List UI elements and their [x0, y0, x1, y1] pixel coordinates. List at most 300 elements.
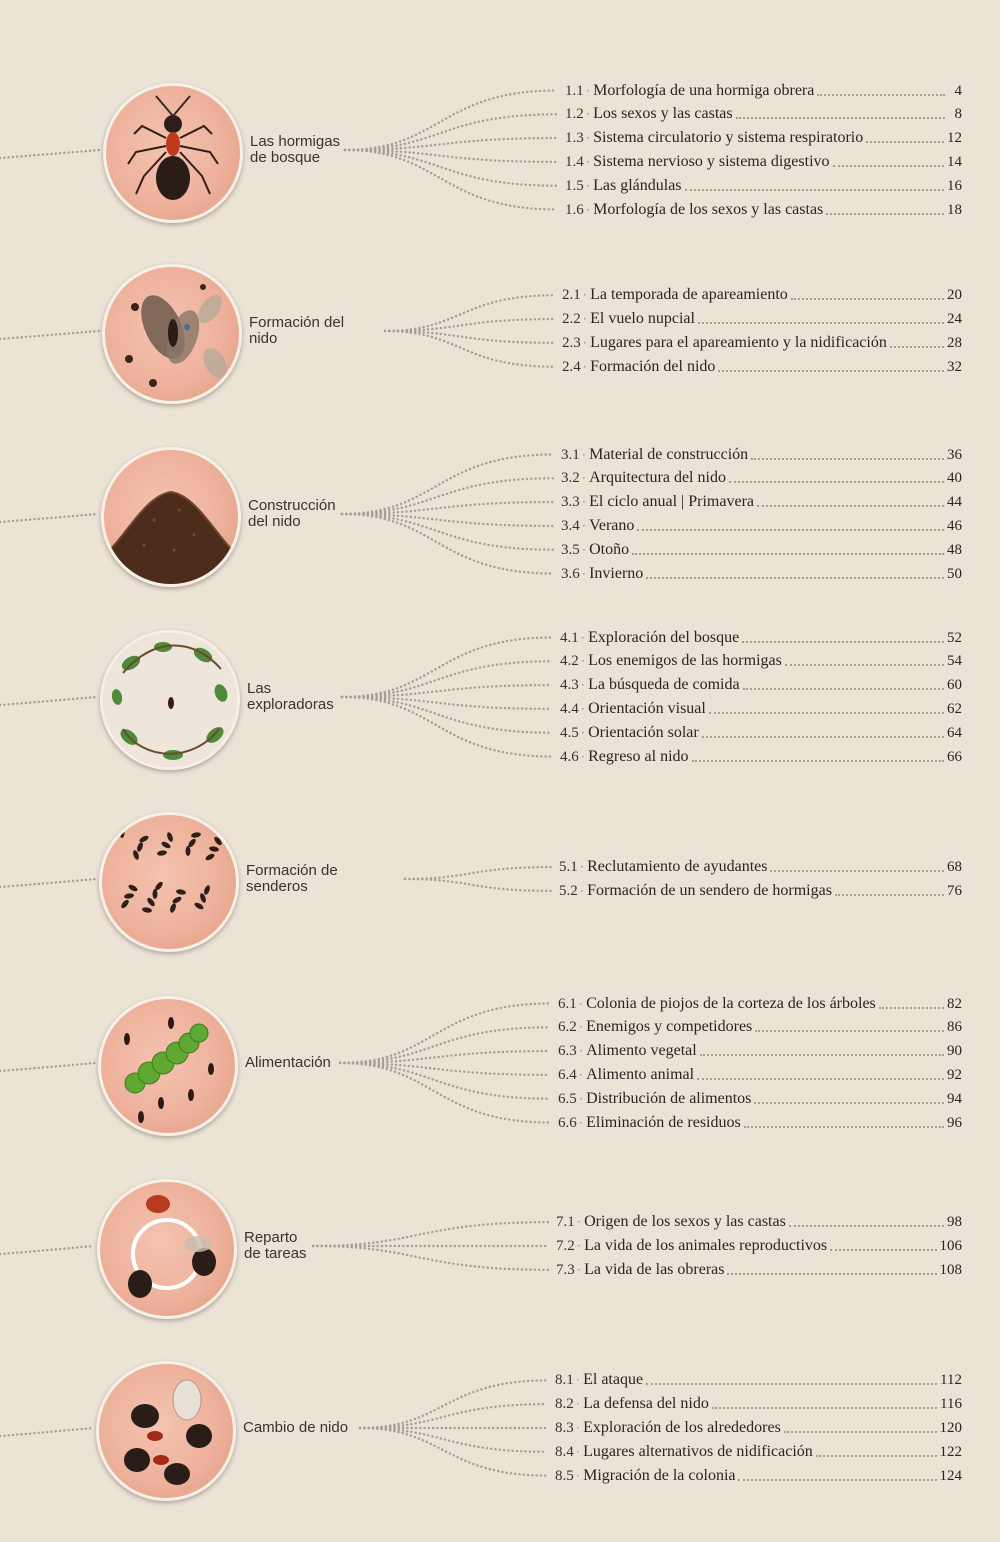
entry-number: 4.4: [560, 700, 579, 717]
separator-dot: ·: [580, 629, 586, 645]
section-title-line: Construcción: [248, 497, 336, 514]
entry-title: Invierno: [589, 564, 644, 582]
fan-connector: [340, 1063, 550, 1123]
separator-dot: ·: [585, 82, 591, 98]
toc-entry[interactable]: [560, 746, 962, 768]
entry-title: Exploración del bosque: [588, 628, 740, 646]
entry-number: 1.2: [565, 106, 584, 123]
dotted-leader: [826, 211, 944, 215]
dotted-leader: [879, 1005, 944, 1009]
fan-connector: [342, 697, 552, 733]
page-number: 12: [947, 130, 962, 147]
entry-title: Lugares alternativos de nidificación: [583, 1442, 813, 1460]
page-number: 40: [947, 470, 962, 487]
left-connector: [0, 1246, 94, 1254]
fan-connector: [340, 1027, 550, 1063]
page-number: 120: [939, 1420, 962, 1436]
worker-ant-icon-illustration: [106, 86, 240, 220]
page-number: 124: [939, 1467, 962, 1484]
page-number: 54: [947, 653, 962, 670]
toc-entry[interactable]: [555, 1441, 962, 1463]
dotted-leader: [698, 320, 944, 324]
entry-number: 1.6: [565, 201, 584, 218]
section-title: [244, 1230, 359, 1262]
section-title: [246, 863, 361, 895]
entry-number: 3.4: [561, 517, 580, 534]
dotted-leader: [835, 892, 944, 896]
separator-dot: ·: [580, 700, 586, 716]
entry-number: 3.1: [561, 446, 580, 463]
left-connector: [0, 879, 96, 887]
section-title-line: de bosque: [250, 149, 321, 166]
fan-connector: [342, 478, 553, 514]
separator-dot: ·: [578, 1114, 584, 1130]
entry-number: 3.2: [561, 470, 580, 487]
fan-connector: [342, 455, 553, 515]
toc-entry[interactable]: [565, 80, 962, 102]
toc-entry[interactable]: [555, 1417, 962, 1439]
section-title: [247, 681, 362, 713]
separator-dot: ·: [585, 177, 591, 193]
dotted-leader: [785, 662, 944, 666]
entry-number: 8.4: [555, 1443, 574, 1460]
entry-title: Colonia de piojos de la corteza de los árboles: [586, 994, 876, 1012]
dotted-leader: [757, 503, 944, 507]
entry-number: 2.3: [562, 334, 581, 351]
separator-dot: ·: [576, 1238, 582, 1253]
separator-dot: ·: [579, 859, 585, 875]
ants-carrying-icon-illustration: [99, 1364, 233, 1498]
toc-entry[interactable]: [556, 1259, 962, 1281]
fan-connector: [360, 1428, 547, 1452]
section-title-line: Formación de senderos: [246, 862, 338, 895]
entry-title: Arquitectura del nido: [589, 469, 726, 487]
toc-entry[interactable]: [562, 332, 962, 354]
entry-number: 7.3: [556, 1261, 575, 1278]
fan-connector: [345, 150, 557, 210]
dotted-leader: [736, 115, 945, 119]
dotted-leader: [784, 1429, 937, 1433]
toc-entry[interactable]: [555, 1393, 962, 1415]
toc-entry[interactable]: [560, 627, 962, 649]
separator-dot: ·: [575, 1372, 581, 1388]
separator-dot: ·: [585, 106, 591, 122]
toc-entry[interactable]: [558, 1040, 962, 1062]
dotted-leader: [833, 163, 944, 167]
fan-connector: [405, 867, 551, 879]
section-title: [243, 1420, 358, 1436]
page-number: 106: [939, 1238, 962, 1254]
dotted-leader: [830, 1247, 936, 1251]
section-title-line: Las: [247, 680, 272, 697]
entry-title: Las glándulas: [593, 176, 682, 194]
section-title: [250, 134, 365, 166]
fan-connector: [340, 1004, 550, 1064]
dotted-leader: [742, 639, 944, 643]
page-number: 32: [947, 358, 962, 375]
separator-dot: ·: [578, 1043, 584, 1059]
separator-dot: ·: [580, 724, 586, 740]
entry-title: Material de construcción: [589, 445, 749, 463]
section-title-line: Formación del nido: [249, 314, 345, 347]
entry-title: El ciclo anual | Primavera: [589, 493, 755, 511]
toc-entry[interactable]: [560, 722, 962, 744]
page-number: 116: [940, 1396, 962, 1413]
left-connector: [0, 331, 99, 339]
entry-number: 1.4: [565, 153, 584, 170]
ants-carrying-icon: [96, 1361, 236, 1501]
page-number: 44: [947, 494, 962, 511]
separator-dot: ·: [581, 565, 587, 581]
separator-dot: ·: [585, 201, 591, 217]
separator-dot: ·: [576, 1261, 582, 1277]
entry-title: Regreso al nido: [588, 747, 689, 765]
section-title-line: Cambio de nido: [243, 1419, 349, 1436]
fan-connector: [385, 331, 554, 367]
separator-dot: ·: [578, 1090, 584, 1106]
entry-number: 8.2: [555, 1396, 574, 1413]
page-number: 64: [947, 724, 962, 741]
toc-entry[interactable]: [561, 467, 962, 489]
separator-dot: ·: [582, 358, 588, 374]
entry-number: 1.1: [565, 82, 584, 99]
entry-number: 4.6: [560, 748, 579, 765]
dotted-leader: [700, 1052, 944, 1056]
dotted-leader: [685, 187, 944, 191]
leaves-ant-icon-illustration: [103, 633, 237, 767]
page-number: 98: [947, 1214, 962, 1231]
entry-number: 6.4: [558, 1066, 577, 1083]
anthill-icon: [101, 447, 241, 587]
separator-dot: ·: [578, 1066, 584, 1082]
dotted-leader: [727, 1271, 936, 1275]
page-number: 68: [947, 859, 962, 876]
worker-ant-icon: [103, 83, 243, 223]
dotted-leader: [744, 1124, 944, 1128]
page-number: 50: [947, 565, 962, 582]
toc-entry[interactable]: [561, 539, 962, 561]
fan-connector: [342, 697, 552, 709]
entry-number: 2.2: [562, 311, 581, 328]
separator-dot: ·: [581, 517, 587, 533]
left-connector: [0, 1428, 93, 1436]
toc-entry[interactable]: [555, 1465, 962, 1487]
fan-connector: [345, 150, 557, 162]
page-number: 46: [947, 517, 962, 534]
entry-title: La búsqueda de comida: [588, 676, 740, 694]
dotted-leader: [697, 1076, 944, 1080]
fan-connector: [345, 91, 557, 151]
page-number: 4: [954, 82, 962, 99]
left-connector: [0, 150, 100, 158]
fan-connector: [342, 661, 552, 697]
page-number: 86: [947, 1019, 962, 1036]
toc-entry[interactable]: [558, 1064, 962, 1086]
entry-title: Sistema circulatorio y sistema respiratorio: [593, 129, 864, 147]
toc-entry[interactable]: [561, 444, 962, 466]
separator-dot: ·: [581, 494, 587, 510]
toc-entry[interactable]: [560, 674, 962, 696]
section-title-line: del nido: [248, 513, 301, 530]
page-number: 92: [947, 1066, 962, 1083]
entry-title: La defensa del nido: [583, 1395, 709, 1413]
entry-number: 8.3: [555, 1420, 574, 1436]
castes-cycle-icon: [97, 1179, 237, 1319]
fan-connector: [360, 1404, 547, 1428]
fan-connector: [385, 295, 554, 331]
toc-entry[interactable]: [558, 993, 962, 1015]
page-number: 112: [940, 1372, 962, 1389]
dotted-leader: [712, 1405, 937, 1409]
entry-title: Morfología de una hormiga obrera: [593, 81, 815, 99]
entry-number: 5.2: [559, 882, 578, 899]
entry-title: Orientación solar: [588, 723, 699, 741]
entry-title: Formación de un sendero de hormigas: [587, 881, 832, 899]
entry-number: 6.3: [558, 1043, 577, 1060]
toc-entry[interactable]: [562, 284, 962, 306]
caterpillar-ants-icon: [98, 996, 238, 1136]
toc-entry[interactable]: [565, 127, 962, 149]
entry-title: Lugares para el apareamiento y la nidificación: [590, 333, 887, 351]
dotted-leader: [816, 1453, 937, 1457]
toc-entry[interactable]: [565, 151, 962, 173]
fan-connector: [342, 514, 553, 574]
section-title-line: Reparto: [244, 1229, 298, 1246]
separator-dot: ·: [575, 1443, 581, 1459]
entry-title: Formación del nido: [590, 357, 716, 375]
fan-connector: [340, 1063, 550, 1099]
toc-entry[interactable]: [561, 515, 962, 537]
toc-entry[interactable]: [558, 1016, 962, 1038]
dotted-leader: [890, 344, 944, 348]
entry-number: 2.1: [562, 287, 581, 304]
page-number: 60: [947, 677, 962, 694]
page-number: 62: [947, 700, 962, 717]
entry-title: El vuelo nupcial: [590, 310, 695, 328]
fan-connector: [342, 514, 553, 526]
anthill-icon-illustration: [104, 450, 238, 584]
fan-connector: [360, 1380, 547, 1428]
separator-dot: ·: [582, 334, 588, 350]
entry-title: Otoño: [589, 540, 630, 558]
toc-entry[interactable]: [562, 356, 962, 378]
section-title: [245, 1055, 360, 1071]
toc-entry[interactable]: [558, 1088, 962, 1110]
section-title-line: Alimentación: [245, 1054, 331, 1071]
page-number: 16: [947, 177, 962, 194]
separator-dot: ·: [582, 311, 588, 327]
toc-entry[interactable]: [565, 199, 962, 221]
entry-title: Orientación visual: [588, 699, 706, 717]
fan-connector: [340, 1063, 550, 1075]
dotted-leader: [637, 527, 944, 531]
fan-connector: [342, 502, 553, 514]
left-connector: [0, 1063, 95, 1071]
fan-connector: [342, 685, 552, 697]
entry-number: 3.6: [561, 565, 580, 582]
entry-number: 1.3: [565, 130, 584, 147]
toc-entry[interactable]: [559, 856, 962, 878]
separator-dot: ·: [575, 1420, 581, 1435]
fan-connector: [345, 114, 557, 150]
entry-title: Eliminación de residuos: [586, 1113, 741, 1131]
page-number: 48: [947, 541, 962, 558]
dotted-leader: [646, 1381, 937, 1385]
entry-number: 3.5: [561, 541, 580, 558]
separator-dot: ·: [581, 470, 587, 486]
page-number: 122: [939, 1443, 962, 1460]
separator-dot: ·: [581, 541, 587, 557]
page-number: 90: [947, 1043, 962, 1060]
page-number: 82: [947, 995, 962, 1012]
toc-entry[interactable]: [555, 1369, 962, 1391]
entry-title: Enemigos y competidores: [586, 1018, 753, 1036]
page-number: 76: [947, 882, 962, 899]
dotted-leader: [755, 1028, 944, 1032]
toc-entry[interactable]: [561, 491, 962, 513]
section-title-line: Las hormigas: [250, 133, 341, 150]
separator-dot: ·: [580, 677, 586, 693]
page-number: 52: [947, 629, 962, 646]
entry-number: 7.2: [556, 1238, 575, 1254]
toc-entry[interactable]: [565, 175, 962, 197]
dotted-leader: [692, 758, 944, 762]
entry-title: La vida de los animales reproductivos: [584, 1237, 828, 1254]
entry-number: 6.5: [558, 1090, 577, 1107]
entry-number: 5.1: [559, 859, 578, 876]
fan-connector: [360, 1428, 547, 1476]
page-number: 36: [947, 446, 962, 463]
page-number: 94: [947, 1090, 962, 1107]
toc-entry[interactable]: [560, 698, 962, 720]
toc-entry[interactable]: [562, 308, 962, 330]
entry-title: Los sexos y las castas: [593, 105, 733, 123]
toc-entry[interactable]: [565, 103, 962, 125]
winged-ants-icon: [102, 264, 242, 404]
separator-dot: ·: [585, 130, 591, 146]
entry-title: Alimento vegetal: [586, 1042, 697, 1060]
entry-title: Alimento animal: [586, 1065, 695, 1083]
separator-dot: ·: [581, 446, 587, 462]
toc-entry[interactable]: [561, 563, 962, 585]
dotted-leader: [709, 710, 944, 714]
entry-number: 4.2: [560, 653, 579, 670]
toc-entry[interactable]: [560, 650, 962, 672]
dotted-leader: [738, 1477, 936, 1481]
entry-number: 3.3: [561, 494, 580, 511]
entry-title: Reclutamiento de ayudantes: [587, 858, 768, 876]
separator-dot: ·: [578, 995, 584, 1011]
entry-title: Sistema nervioso y sistema digestivo: [593, 152, 830, 170]
left-connector: [0, 697, 97, 705]
fan-connector: [405, 879, 551, 891]
entry-number: 4.3: [560, 677, 579, 694]
toc-entry[interactable]: [556, 1211, 962, 1233]
section-title: [248, 498, 363, 530]
toc-entry[interactable]: [558, 1112, 962, 1134]
entry-title: Los enemigos de las hormigas: [588, 652, 782, 670]
entry-number: 4.5: [560, 724, 579, 741]
separator-dot: ·: [579, 882, 585, 898]
separator-dot: ·: [582, 287, 588, 303]
dotted-leader: [770, 868, 944, 872]
page-number: 18: [947, 201, 962, 218]
entry-number: 4.1: [560, 629, 579, 646]
entry-title: Origen de los sexos y las castas: [584, 1213, 786, 1231]
ant-trail-icon: [99, 812, 239, 952]
fan-connector: [340, 1051, 550, 1063]
entry-number: 1.5: [565, 177, 584, 194]
entry-number: 6.6: [558, 1114, 577, 1131]
entry-number: 6.1: [558, 995, 577, 1012]
dotted-leader: [751, 456, 944, 460]
section-title: [249, 315, 364, 347]
entry-number: 8.5: [555, 1467, 574, 1484]
entry-number: 2.4: [562, 358, 581, 375]
entry-title: La temporada de apareamiento: [590, 286, 788, 304]
fan-connector: [342, 514, 553, 550]
left-connector: [0, 514, 98, 522]
dotted-leader: [646, 575, 944, 579]
separator-dot: ·: [580, 653, 586, 669]
separator-dot: ·: [575, 1467, 581, 1483]
entry-title: El ataque: [583, 1371, 644, 1389]
page-number: 24: [947, 311, 962, 328]
dotted-leader: [866, 139, 944, 143]
page-number: 14: [947, 153, 962, 170]
separator-dot: ·: [578, 1019, 584, 1035]
dotted-leader: [754, 1100, 944, 1104]
page-number: 108: [939, 1261, 962, 1278]
toc-entry[interactable]: [559, 880, 962, 902]
entry-title: Morfología de los sexos y las castas: [593, 200, 824, 218]
dotted-leader: [789, 1223, 944, 1227]
fan-connector: [342, 638, 552, 698]
dotted-leader: [729, 479, 944, 483]
page-number: 96: [947, 1114, 962, 1131]
leaves-ant-icon: [100, 630, 240, 770]
separator-dot: ·: [575, 1396, 581, 1412]
entry-number: 7.1: [556, 1214, 575, 1231]
dotted-leader: [817, 92, 945, 96]
section-title-line: exploradoras: [247, 696, 334, 713]
dotted-leader: [743, 686, 944, 690]
page-number: 28: [947, 334, 962, 351]
dotted-leader: [718, 368, 944, 372]
separator-dot: ·: [585, 153, 591, 169]
winged-ants-icon-illustration: [105, 267, 239, 401]
castes-cycle-icon-illustration: [100, 1182, 234, 1316]
separator-dot: ·: [576, 1214, 582, 1230]
page-number: 66: [947, 748, 962, 765]
entry-title: La vida de las obreras: [584, 1260, 725, 1278]
page-number: 8: [954, 106, 962, 123]
entry-title: Verano: [589, 516, 635, 534]
fan-connector: [345, 138, 557, 150]
entry-number: 6.2: [558, 1019, 577, 1036]
toc-entry[interactable]: [556, 1235, 962, 1257]
page-number: 20: [947, 287, 962, 304]
caterpillar-ants-icon-illustration: [101, 999, 235, 1133]
dotted-leader: [632, 551, 944, 555]
ant-trail-icon-illustration: [102, 815, 236, 949]
section-title-line: de tareas: [244, 1245, 307, 1262]
entry-title: Distribución de alimentos: [586, 1089, 752, 1107]
dotted-leader: [791, 296, 944, 300]
dotted-leader: [702, 734, 944, 738]
fan-connector: [345, 150, 557, 186]
fan-connector: [342, 697, 552, 757]
